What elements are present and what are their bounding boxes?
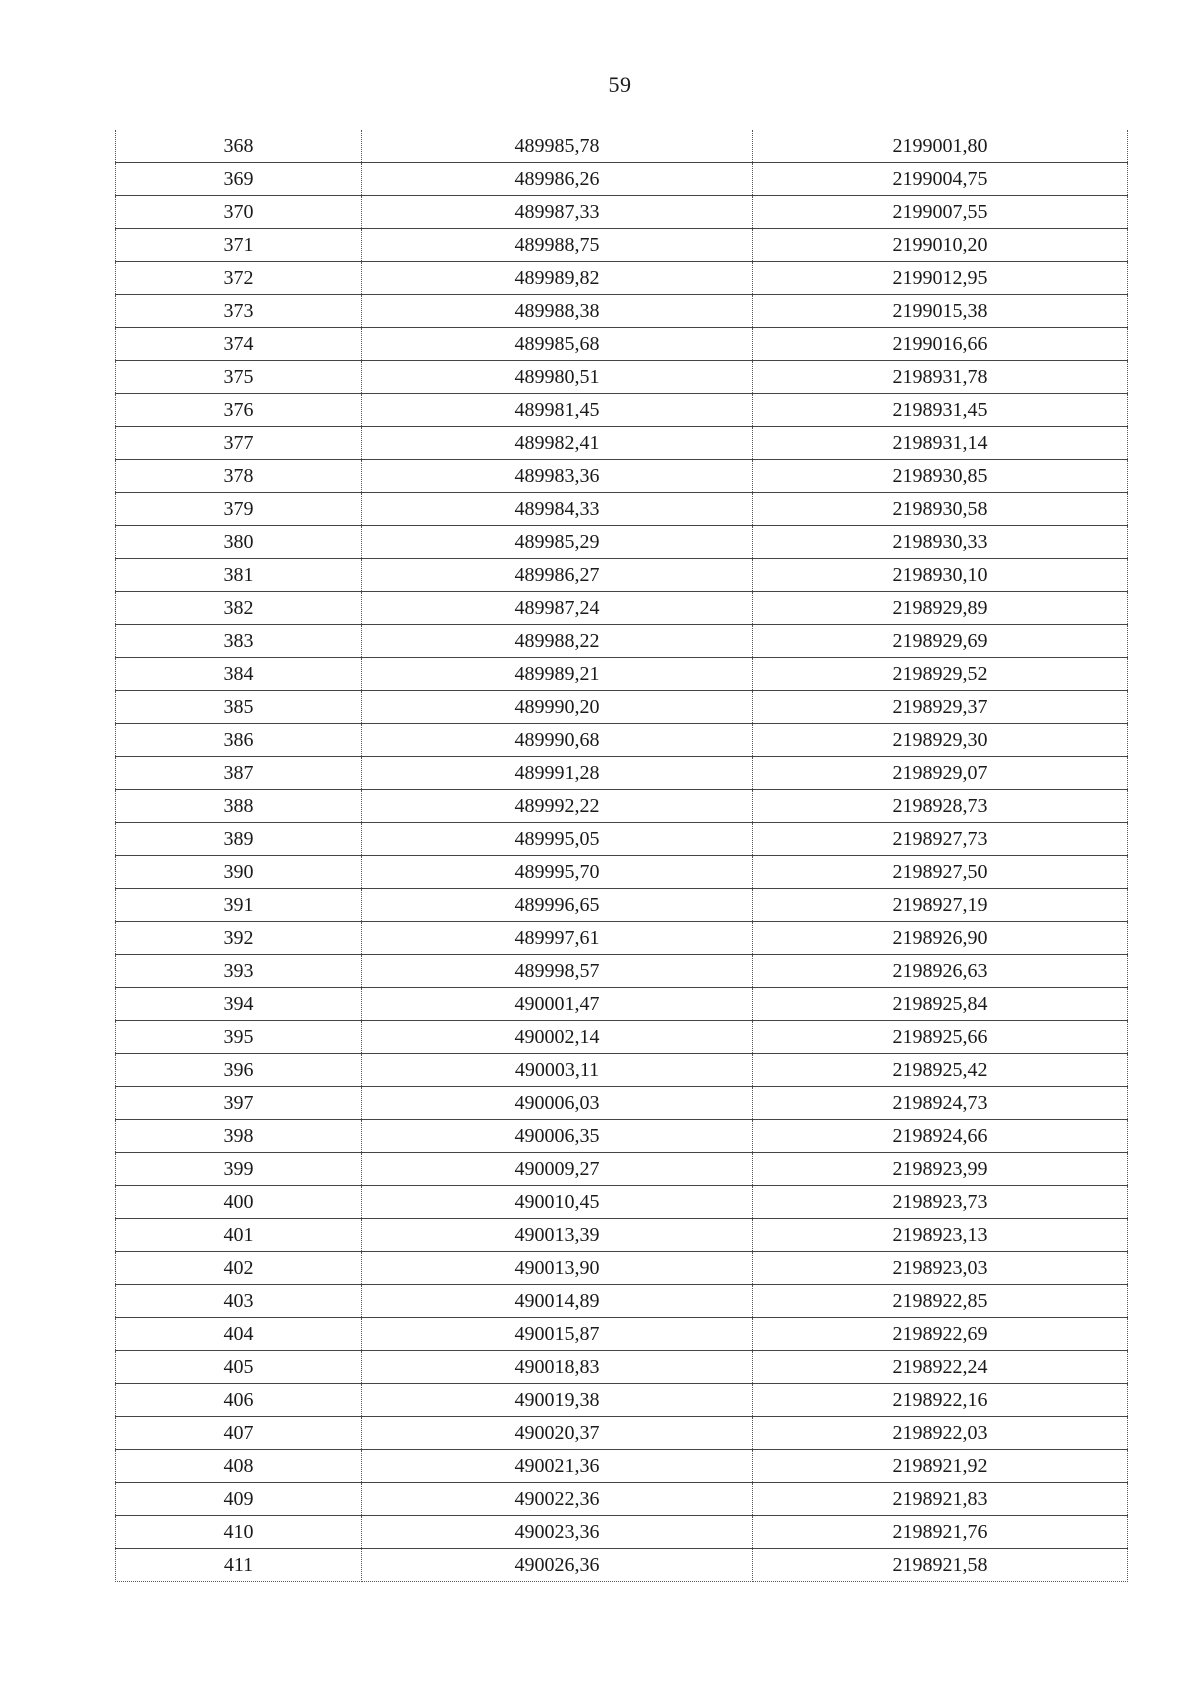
point-number-cell: 372 (116, 262, 362, 295)
table-row (116, 1087, 1128, 1120)
table-row (116, 493, 1128, 526)
table-row (116, 1516, 1128, 1549)
x-coordinate-cell: 489992,22 (362, 790, 753, 823)
table-row (116, 1120, 1128, 1153)
point-number-cell: 373 (116, 295, 362, 328)
y-coordinate-cell: 2198929,52 (753, 658, 1128, 691)
x-coordinate-cell: 490026,36 (362, 1549, 753, 1582)
point-number-cell: 408 (116, 1450, 362, 1483)
y-coordinate-cell: 2198925,66 (753, 1021, 1128, 1054)
table-row (116, 625, 1128, 658)
table-row (116, 1417, 1128, 1450)
table-row (116, 1483, 1128, 1516)
y-coordinate-cell: 2198922,03 (753, 1417, 1128, 1450)
point-number-cell: 403 (116, 1285, 362, 1318)
y-coordinate-cell: 2199012,95 (753, 262, 1128, 295)
point-number-cell: 392 (116, 922, 362, 955)
y-coordinate-cell: 2198931,78 (753, 361, 1128, 394)
table-row (116, 658, 1128, 691)
y-coordinate-cell: 2198927,73 (753, 823, 1128, 856)
y-coordinate-cell: 2198931,14 (753, 427, 1128, 460)
table-row (116, 163, 1128, 196)
point-number-cell: 375 (116, 361, 362, 394)
y-coordinate-cell: 2199001,80 (753, 130, 1128, 163)
table-row (116, 295, 1128, 328)
point-number-cell: 394 (116, 988, 362, 1021)
table-row (116, 460, 1128, 493)
y-coordinate-cell: 2198931,45 (753, 394, 1128, 427)
y-coordinate-cell: 2198929,37 (753, 691, 1128, 724)
point-number-cell: 391 (116, 889, 362, 922)
x-coordinate-cell: 490006,35 (362, 1120, 753, 1153)
point-number-cell: 387 (116, 757, 362, 790)
point-number-cell: 382 (116, 592, 362, 625)
y-coordinate-cell: 2198922,16 (753, 1384, 1128, 1417)
y-coordinate-cell: 2198924,66 (753, 1120, 1128, 1153)
x-coordinate-cell: 490023,36 (362, 1516, 753, 1549)
table-row (116, 757, 1128, 790)
point-number-cell: 397 (116, 1087, 362, 1120)
point-number-cell: 380 (116, 526, 362, 559)
x-coordinate-cell: 490002,14 (362, 1021, 753, 1054)
x-coordinate-cell: 490003,11 (362, 1054, 753, 1087)
y-coordinate-cell: 2198927,19 (753, 889, 1128, 922)
y-coordinate-cell: 2198929,07 (753, 757, 1128, 790)
x-coordinate-cell: 489985,78 (362, 130, 753, 163)
table-row (116, 790, 1128, 823)
table-row (116, 1021, 1128, 1054)
table-row (116, 361, 1128, 394)
x-coordinate-cell: 489997,61 (362, 922, 753, 955)
table-row (116, 394, 1128, 427)
x-coordinate-cell: 489990,20 (362, 691, 753, 724)
x-coordinate-cell: 489986,27 (362, 559, 753, 592)
x-coordinate-cell: 489987,24 (362, 592, 753, 625)
point-number-cell: 410 (116, 1516, 362, 1549)
x-coordinate-cell: 489983,36 (362, 460, 753, 493)
table-row (116, 1450, 1128, 1483)
point-number-cell: 370 (116, 196, 362, 229)
table-row (116, 1384, 1128, 1417)
x-coordinate-cell: 489986,26 (362, 163, 753, 196)
y-coordinate-cell: 2198922,85 (753, 1285, 1128, 1318)
x-coordinate-cell: 489998,57 (362, 955, 753, 988)
table-row (116, 856, 1128, 889)
table-row (116, 1186, 1128, 1219)
point-number-cell: 377 (116, 427, 362, 460)
point-number-cell: 402 (116, 1252, 362, 1285)
y-coordinate-cell: 2198923,03 (753, 1252, 1128, 1285)
x-coordinate-cell: 489995,05 (362, 823, 753, 856)
y-coordinate-cell: 2198923,99 (753, 1153, 1128, 1186)
point-number-cell: 405 (116, 1351, 362, 1384)
point-number-cell: 384 (116, 658, 362, 691)
table-row (116, 922, 1128, 955)
point-number-cell: 371 (116, 229, 362, 262)
y-coordinate-cell: 2198922,69 (753, 1318, 1128, 1351)
table-row (116, 955, 1128, 988)
x-coordinate-cell: 490015,87 (362, 1318, 753, 1351)
y-coordinate-cell: 2198929,30 (753, 724, 1128, 757)
x-coordinate-cell: 489984,33 (362, 493, 753, 526)
table-row (116, 1549, 1128, 1582)
table-row (116, 1285, 1128, 1318)
point-number-cell: 395 (116, 1021, 362, 1054)
point-number-cell: 398 (116, 1120, 362, 1153)
y-coordinate-cell: 2198925,42 (753, 1054, 1128, 1087)
point-number-cell: 400 (116, 1186, 362, 1219)
y-coordinate-cell: 2198921,92 (753, 1450, 1128, 1483)
y-coordinate-cell: 2198921,76 (753, 1516, 1128, 1549)
x-coordinate-cell: 489990,68 (362, 724, 753, 757)
point-number-cell: 399 (116, 1153, 362, 1186)
y-coordinate-cell: 2199015,38 (753, 295, 1128, 328)
x-coordinate-cell: 489980,51 (362, 361, 753, 394)
x-coordinate-cell: 490009,27 (362, 1153, 753, 1186)
point-number-cell: 411 (116, 1549, 362, 1582)
table-row (116, 1351, 1128, 1384)
y-coordinate-cell: 2199007,55 (753, 196, 1128, 229)
x-coordinate-cell: 490006,03 (362, 1087, 753, 1120)
y-coordinate-cell: 2198924,73 (753, 1087, 1128, 1120)
table-row (116, 1252, 1128, 1285)
point-number-cell: 376 (116, 394, 362, 427)
table-row (116, 1153, 1128, 1186)
x-coordinate-cell: 489991,28 (362, 757, 753, 790)
coordinates-table (115, 130, 1128, 1582)
table-row (116, 427, 1128, 460)
point-number-cell: 407 (116, 1417, 362, 1450)
point-number-cell: 393 (116, 955, 362, 988)
x-coordinate-cell: 489985,68 (362, 328, 753, 361)
table-row (116, 196, 1128, 229)
x-coordinate-cell: 489988,22 (362, 625, 753, 658)
y-coordinate-cell: 2198930,58 (753, 493, 1128, 526)
y-coordinate-cell: 2198927,50 (753, 856, 1128, 889)
table-row (116, 328, 1128, 361)
y-coordinate-cell: 2198930,85 (753, 460, 1128, 493)
point-number-cell: 390 (116, 856, 362, 889)
page-number: 59 (608, 72, 632, 97)
x-coordinate-cell: 489985,29 (362, 526, 753, 559)
x-coordinate-cell: 489995,70 (362, 856, 753, 889)
table-row (116, 724, 1128, 757)
y-coordinate-cell: 2198928,73 (753, 790, 1128, 823)
x-coordinate-cell: 490013,90 (362, 1252, 753, 1285)
point-number-cell: 378 (116, 460, 362, 493)
table-row (116, 889, 1128, 922)
x-coordinate-cell: 489988,38 (362, 295, 753, 328)
table-row (116, 691, 1128, 724)
point-number-cell: 389 (116, 823, 362, 856)
table-row (116, 130, 1128, 163)
y-coordinate-cell: 2199010,20 (753, 229, 1128, 262)
point-number-cell: 388 (116, 790, 362, 823)
point-number-cell: 385 (116, 691, 362, 724)
y-coordinate-cell: 2198921,83 (753, 1483, 1128, 1516)
x-coordinate-cell: 489989,82 (362, 262, 753, 295)
point-number-cell: 383 (116, 625, 362, 658)
point-number-cell: 401 (116, 1219, 362, 1252)
x-coordinate-cell: 490013,39 (362, 1219, 753, 1252)
point-number-cell: 379 (116, 493, 362, 526)
y-coordinate-cell: 2198930,33 (753, 526, 1128, 559)
table-row (116, 526, 1128, 559)
x-coordinate-cell: 489987,33 (362, 196, 753, 229)
y-coordinate-cell: 2198926,63 (753, 955, 1128, 988)
x-coordinate-cell: 490010,45 (362, 1186, 753, 1219)
y-coordinate-cell: 2199016,66 (753, 328, 1128, 361)
x-coordinate-cell: 489982,41 (362, 427, 753, 460)
point-number-cell: 374 (116, 328, 362, 361)
x-coordinate-cell: 489989,21 (362, 658, 753, 691)
x-coordinate-cell: 489996,65 (362, 889, 753, 922)
y-coordinate-cell: 2198929,69 (753, 625, 1128, 658)
x-coordinate-cell: 490018,83 (362, 1351, 753, 1384)
coordinates-table-body (116, 130, 1128, 1582)
y-coordinate-cell: 2198923,73 (753, 1186, 1128, 1219)
table-row (116, 1318, 1128, 1351)
point-number-cell: 386 (116, 724, 362, 757)
point-number-cell: 369 (116, 163, 362, 196)
y-coordinate-cell: 2198930,10 (753, 559, 1128, 592)
y-coordinate-cell: 2199004,75 (753, 163, 1128, 196)
point-number-cell: 368 (116, 130, 362, 163)
table-row (116, 1054, 1128, 1087)
table-row (116, 559, 1128, 592)
y-coordinate-cell: 2198926,90 (753, 922, 1128, 955)
point-number-cell: 396 (116, 1054, 362, 1087)
table-row (116, 1219, 1128, 1252)
y-coordinate-cell: 2198929,89 (753, 592, 1128, 625)
table-row (116, 988, 1128, 1021)
x-coordinate-cell: 490021,36 (362, 1450, 753, 1483)
table-row (116, 262, 1128, 295)
x-coordinate-cell: 490022,36 (362, 1483, 753, 1516)
x-coordinate-cell: 489988,75 (362, 229, 753, 262)
y-coordinate-cell: 2198921,58 (753, 1549, 1128, 1582)
x-coordinate-cell: 490020,37 (362, 1417, 753, 1450)
point-number-cell: 406 (116, 1384, 362, 1417)
point-number-cell: 381 (116, 559, 362, 592)
y-coordinate-cell: 2198925,84 (753, 988, 1128, 1021)
table-row (116, 823, 1128, 856)
table-row (116, 229, 1128, 262)
point-number-cell: 409 (116, 1483, 362, 1516)
x-coordinate-cell: 490019,38 (362, 1384, 753, 1417)
x-coordinate-cell: 490001,47 (362, 988, 753, 1021)
x-coordinate-cell: 490014,89 (362, 1285, 753, 1318)
y-coordinate-cell: 2198922,24 (753, 1351, 1128, 1384)
point-number-cell: 404 (116, 1318, 362, 1351)
table-row (116, 592, 1128, 625)
x-coordinate-cell: 489981,45 (362, 394, 753, 427)
y-coordinate-cell: 2198923,13 (753, 1219, 1128, 1252)
